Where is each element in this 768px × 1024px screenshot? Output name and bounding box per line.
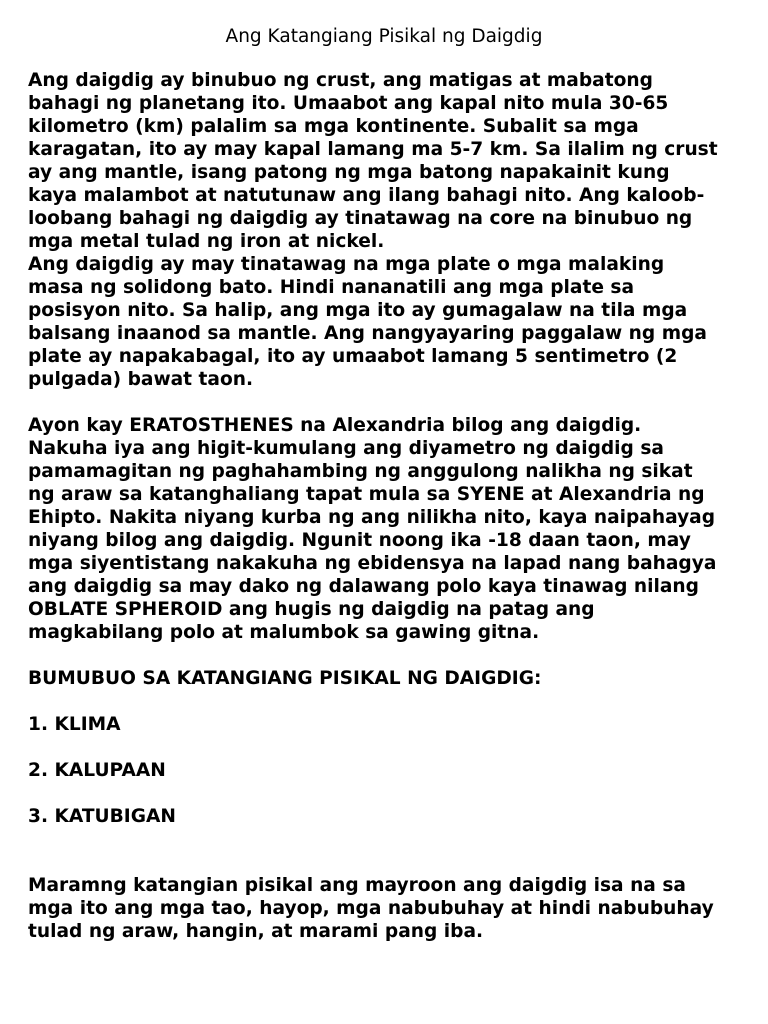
spacer bbox=[28, 828, 758, 874]
paragraph-closing: Maramng katangian pisikal ang mayroon ang daigdig isa na sa mga ito ang mga tao, hayop, mga nabubuhay at hindi nabubuhay tulad ng araw, hangin, at marami pang iba. bbox=[28, 875, 714, 942]
spacer bbox=[28, 391, 758, 414]
spacer bbox=[28, 736, 758, 759]
spacer bbox=[28, 644, 758, 667]
paragraph-crust-mantle-core: Ang daigdig ay binubuo ng crust, ang matigas at mabatong bahagi ng planetang ito. Umaabot ang kapal nito mula 30-65 kilometro (km) palalim sa mga kontinente. Subalit sa mga karagatan, ito ay may kapal lamang ma 5-7 km. Sa ilalim ng crust ay ang mantle, isang patong ng mga batong napakainit kung kaya malambot at natutunaw ang ilang bahagi nito. Ang kaloob- loobang bahagi ng daigdig ay tinatawag na core na binubuo ng mga metal tulad ng iron at nickel. bbox=[28, 70, 718, 252]
document-title: Ang Katangiang Pisikal ng Daigdig bbox=[225, 26, 543, 47]
spacer bbox=[28, 690, 758, 713]
paragraph-eratosthenes: Ayon kay ERATOSTHENES na Alexandria bilog ang daigdig. Nakuha iya ang higit-kumulang ang diyametro ng daigdig sa pamamagitan ng paghahambing ng anggulong nalikha ng sikat ng araw sa katanghaliang tapat mula sa SYENE at Alexandria ng Ehipto. Nakita niyang kurba ng ang nilikha nito, kaya naipahayag niyang bilog ang daigdig. Ngunit noong ika -18 daan taon, may mga siyentistang nakakuha ng ebidensya na lapad nang bahagya ang daigdig sa may dako ng dalawang polo kaya tinawag nilang OBLATE SPHEROID ang hugis ng daigdig na patag ang magkabilang polo at malumbok sa gawing gitna. bbox=[28, 415, 717, 643]
list-item-klima: 1. KLIMA bbox=[28, 714, 121, 735]
spacer bbox=[28, 782, 758, 805]
physical-features-list bbox=[28, 713, 758, 828]
document-body bbox=[28, 69, 758, 943]
list-heading: BUMUBUO SA KATANGIANG PISIKAL NG DAIGDIG: bbox=[28, 668, 542, 689]
list-item-katubigan: 3. KATUBIGAN bbox=[28, 806, 176, 827]
list-item-kalupaan: 2. KALUPAAN bbox=[28, 760, 166, 781]
paragraph-plates: Ang daigdig ay may tinatawag na mga plate o mga malaking masa ng solidong bato. Hindi nananatili ang mga plate sa posisyon nito. Sa halip, ang mga ito ay gumagalaw na tila mga balsang inaanod sa mantle. Ang nangyayaring paggalaw ng mga plate ay napakabagal, ito ay umaabot lamang 5 sentimetro (2 pulgada) bawat taon. bbox=[28, 254, 707, 390]
